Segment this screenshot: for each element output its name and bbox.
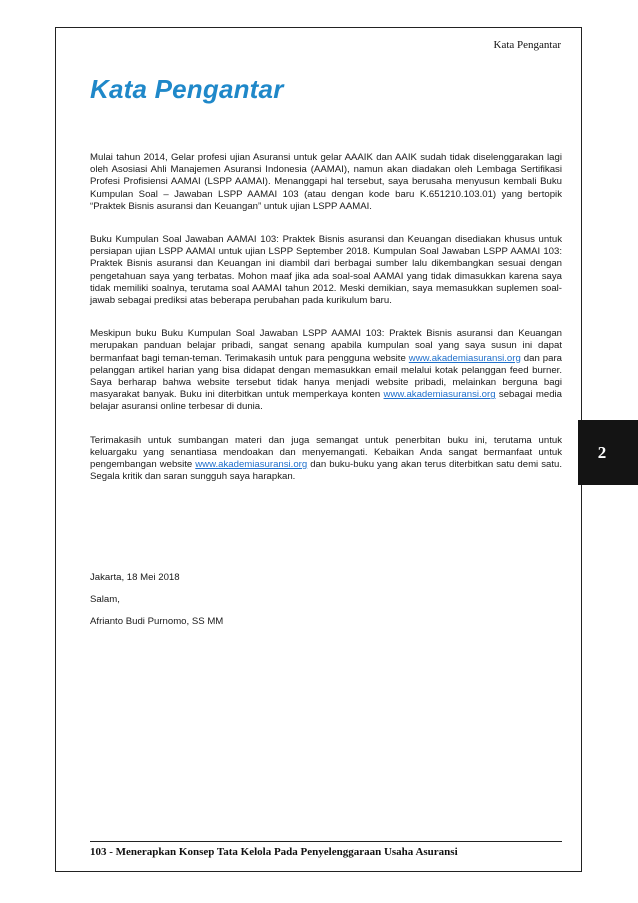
paragraph-text: Meskipun buku Buku Kumpulan Soal Jawaban LSPP AAMAI 103: Praktek Bisnis asuransi dan Keuangan merupakan panduan belajar pribadi, sangat senang apabila kumpulan soal yang saya susun ini dapat bermanfaat bagi teman-teman. Terimakasih untuk para pengguna website (90, 328, 562, 364)
page-footer: 103 - Menerapkan Konsep Tata Kelola Pada Penyelenggaraan Usaha Asuransi (90, 846, 458, 858)
paragraph-book-description: Buku Kumpulan Soal Jawaban AAMAI 103: Praktek Bisnis asuransi dan Keuangan disediakan khusus untuk persiapan ujian LSPP AAMAI untuk ujian LSPP September 2018. Kumpulan Soal Jawaban LSPP AAMAI 103: Praktek Bisnis asuransi dan Keuangan ini diambil dari berbagai sumber lalu dikembangkan sesuai dengan pengetahuan saya yang terbatas. Mohon maaf jika ada soal-soal AAMAI yang tidak dimasukkan karena saya tidak memiliki soalnya, terutama soal AAMAI tahun 2012. Meski demikian, saya memasukkan suplemen soal-jawab sebagai prediksi atas beberapa perubahan pada kurikulum baru. (90, 234, 562, 307)
paragraph-text: dan buku-buku yang akan terus diterbitkan satu demi satu. Segala kritik dan saran sungguh saya harapkan. (90, 459, 562, 483)
paragraph-thanks (90, 435, 562, 484)
website-link[interactable]: www.akademiasuransi.org (408, 352, 521, 364)
page-title: Kata Pengantar (90, 74, 284, 104)
closing-block (90, 572, 223, 638)
paragraph-intro: Mulai tahun 2014, Gelar profesi ujian Asuransi untuk gelar AAAIK dan AAIK sudah tidak diselenggarakan lagi oleh Asosiasi Ahli Manajemen Asuransi Indonesia (AAMAI), namun akan diadakan oleh Lembaga Sertifikasi Profesi Profisiensi AAMAI (LSPP AAMAI). Menanggapi hal tersebut, saya berusaha menyusun kembali Buku Kumpulan Soal – Jawaban LSPP AAMAI 103 (atau dengan kode baru K.651210.103.01) yang bertopik “Praktek Bisnis asuransi dan Keuangan” untuk ujian LSPP AAMAI. (90, 152, 562, 212)
salutation: Salam, (90, 594, 120, 605)
paragraph-text: Terimakasih untuk sumbangan materi dan juga semangat untuk penerbitan buku ini, terutama untuk keluargaku yang senantiasa mendoakan dan menyemangati. Kebaikan Anda sangat bermanfaat untuk pengembangan website (90, 434, 562, 471)
running-header: Kata Pengantar (493, 39, 561, 51)
website-link[interactable]: www.akademiasuransi.org (195, 459, 308, 471)
footer-divider (90, 841, 562, 842)
chapter-tab (578, 420, 638, 485)
website-link[interactable]: www.akademiasuransi.org (383, 389, 496, 401)
paragraph-website (90, 328, 562, 413)
chapter-number: 2 (597, 442, 607, 462)
author-name: Afrianto Budi Purnomo, SS MM (90, 616, 224, 627)
paragraph-text: dan para pelanggan artikel harian yang bisa didapat dengan memasukkan email melalui kotak pelanggan feed burner. Saya berharap bahwa website tersebut tidak hanya menjadi website pribadi, melainkan berguna bagi masyarakat banyak. Buku ini diterbitkan untuk memperkaya konten (90, 352, 562, 401)
body-text (90, 152, 562, 504)
place-date: Jakarta, 18 Mei 2018 (90, 572, 180, 583)
paragraph-text: sebagai media belajar asuransi online terbesar di dunia. (90, 389, 562, 413)
